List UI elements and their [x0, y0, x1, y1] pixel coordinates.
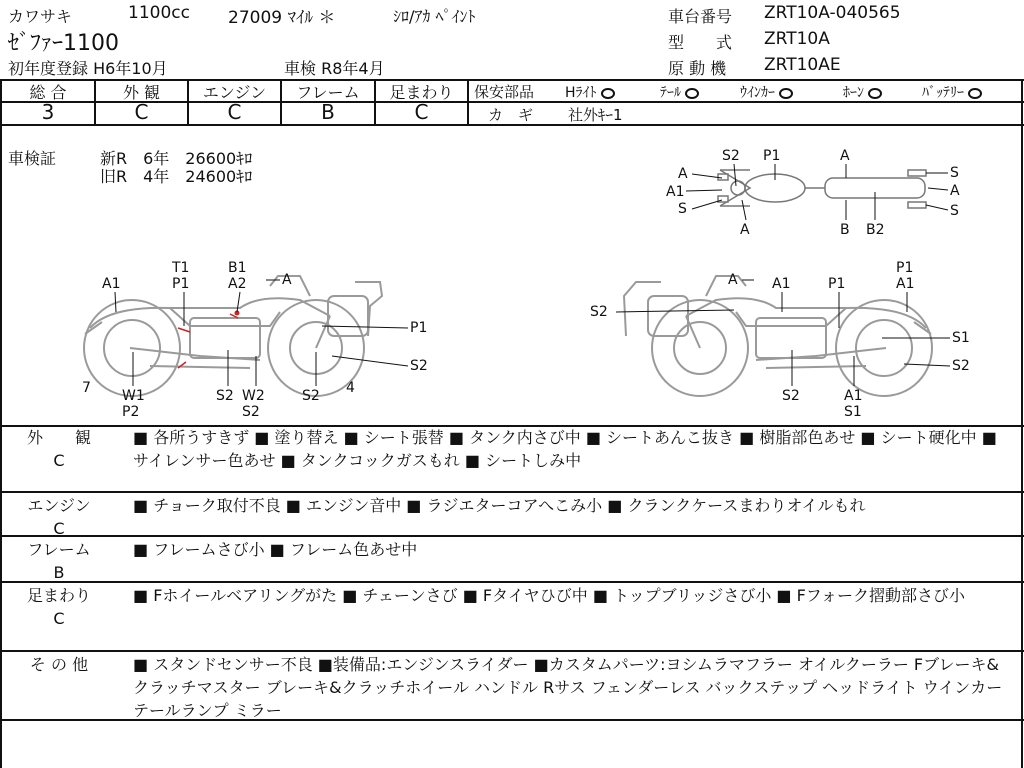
diag-left-a2: A2	[228, 276, 247, 292]
diag-right-s2-right: S2	[952, 358, 970, 374]
diag-right-s1-bottom: S1	[844, 404, 862, 420]
inspection-cert-label: 車検証	[8, 149, 57, 168]
diag-top-s-right1: S	[950, 165, 959, 181]
engine-model: ZRT10AE	[764, 55, 841, 75]
diag-right-s1: S1	[952, 330, 970, 346]
grade-engine: C	[227, 100, 242, 124]
diag-top-a-left: A	[678, 166, 688, 182]
diag-left-p1-top: P1	[172, 276, 190, 292]
safety-horn: ﾎｰﾝ	[843, 82, 882, 102]
grade-header-suspension: 足まわり	[389, 83, 454, 102]
section-label-frame: フレーム B	[27, 540, 91, 582]
diag-left-w2: W2	[242, 388, 265, 404]
diag-top-s2: S2	[722, 148, 740, 164]
diag-right-p1-right: P1	[896, 260, 914, 276]
frame-no: ZRT10A-040565	[764, 3, 901, 23]
diag-top-a-bottom: A	[740, 222, 750, 238]
inspection-date: 車検 R8年4月	[284, 59, 385, 78]
section-text-frame: ■ フレームさび小 ■ フレーム色あせ中	[133, 540, 418, 559]
section-label-other: そ の 他	[29, 655, 89, 674]
paint: ｼﾛ/ｱｶ ﾍﾟｲﾝﾄ	[393, 7, 476, 26]
diag-left-t1: T1	[172, 260, 190, 276]
grade-suspension: C	[414, 100, 429, 124]
section-text-engine: ■ チョーク取付不良 ■ エンジン音中 ■ ラジエターコアへこみ小 ■ クランクケースまわりオイルもれ	[133, 496, 866, 515]
section-label-suspension: 足まわり C	[26, 586, 91, 628]
mileage: 27009 ﾏｲﾙ ＊	[228, 8, 336, 28]
diag-right-a: A	[728, 272, 738, 288]
grade-frame: B	[321, 100, 335, 124]
diag-left-w1: W1	[122, 388, 145, 404]
safety-taillight: ﾃｰﾙ	[660, 82, 699, 102]
key-value: 社外ｷｰ1	[568, 106, 623, 124]
diag-left-a1: A1	[102, 276, 121, 292]
safety-headlight: Hﾗｲﾄ	[565, 82, 615, 102]
type-label: 型 式	[668, 33, 733, 52]
ok-circle-icon	[868, 88, 882, 99]
section-label-exterior: 外 観 C	[26, 428, 91, 470]
top-view-diagram	[660, 140, 980, 240]
grade-overall: 3	[41, 100, 55, 124]
safety-battery: ﾊﾞｯﾃﾘｰ	[922, 82, 982, 102]
grade-exterior: C	[134, 100, 149, 124]
diag-left-b1: B1	[228, 260, 247, 276]
model-name: ｾﾞﾌｧｰ1100	[8, 31, 119, 56]
diag-right-s2-left: S2	[590, 304, 608, 320]
ok-circle-icon	[685, 88, 699, 99]
diag-left-s2-c: S2	[302, 388, 320, 404]
section-text-suspension: ■ Fホイールベアリングがた ■ チェーンさび ■ Fタイヤひび中 ■ トップブリッジさび小 ■ Fフォーク摺動部さび小	[133, 586, 966, 605]
diag-left-4: 4	[346, 380, 355, 396]
section-label-engine: エンジン C	[27, 496, 91, 538]
diag-left-7: 7	[82, 380, 91, 396]
grade-header-engine: エンジン	[202, 83, 267, 102]
section-text-exterior: ■ 各所うすきず ■ 塗り替え ■ シート張替 ■ タンク内さび中 ■ シートあんこ抜き ■ 樹脂部色あせ ■ シート硬化中 ■ サイレンサー色あせ ■ タンクコックガスもれ ■ シートしみ中	[133, 428, 997, 470]
key-label: カ ギ	[488, 106, 534, 124]
diag-left-s2-right: S2	[410, 358, 428, 374]
grade-header-frame: フレーム	[296, 83, 360, 102]
diag-top-b2: B2	[866, 222, 885, 238]
diag-left-a: A	[282, 272, 292, 288]
ok-circle-icon	[601, 88, 615, 99]
diag-right-a1-right: A1	[896, 276, 915, 292]
diag-left-p1-right: P1	[410, 320, 428, 336]
grade-header-overall: 総 合	[29, 83, 67, 102]
safety-label: 保安部品	[474, 83, 535, 101]
diag-top-a-top: A	[840, 148, 850, 164]
diag-top-s-left: S	[678, 201, 687, 217]
diag-right-a1-bottom: A1	[844, 388, 863, 404]
right-side-view-diagram	[586, 256, 986, 420]
section-text-other: ■ スタンドセンサー不良 ■装備品:エンジンスライダー ■カスタムパーツ:ヨシムラマフラー オイルクーラー Fブレーキ&クラッチマスター ブレーキ&クラッチホイール ハンドル Rサス フェンダーレス バックステップ ヘッドライト ウインカー テールランプ ミラー	[133, 655, 1003, 720]
diag-left-p2: P2	[122, 404, 140, 420]
diag-top-s-right2: S	[950, 203, 959, 219]
diag-top-a-right: A	[950, 183, 960, 199]
ok-circle-icon	[968, 88, 982, 99]
maker: カワサキ	[8, 7, 73, 26]
diag-left-s2-a: S2	[216, 388, 234, 404]
left-side-view-diagram	[70, 256, 450, 420]
first-registration: 初年度登録 H6年10月	[8, 59, 168, 78]
diag-right-p1-top: P1	[828, 276, 846, 292]
grade-header-exterior: 外 観	[122, 83, 161, 102]
displacement: 1100cc	[128, 3, 190, 23]
engine-label: 原 動 機	[668, 59, 727, 78]
inspection-cert-old: 旧R 4年 24600ｷﾛ	[100, 167, 253, 186]
diag-right-s2-bottom: S2	[782, 388, 800, 404]
inspection-cert-new: 新R 6年 26600ｷﾛ	[100, 149, 253, 168]
diag-top-p1: P1	[763, 148, 781, 164]
ok-circle-icon	[779, 88, 793, 99]
diag-top-a1-left: A1	[666, 184, 685, 200]
safety-winker: ｳｲﾝｶｰ	[740, 82, 793, 102]
diag-top-b: B	[840, 222, 850, 238]
frame-no-label: 車台番号	[668, 7, 733, 26]
diag-left-s2-b: S2	[242, 404, 260, 420]
type-value: ZRT10A	[764, 29, 830, 49]
diag-right-a1-top: A1	[772, 276, 791, 292]
